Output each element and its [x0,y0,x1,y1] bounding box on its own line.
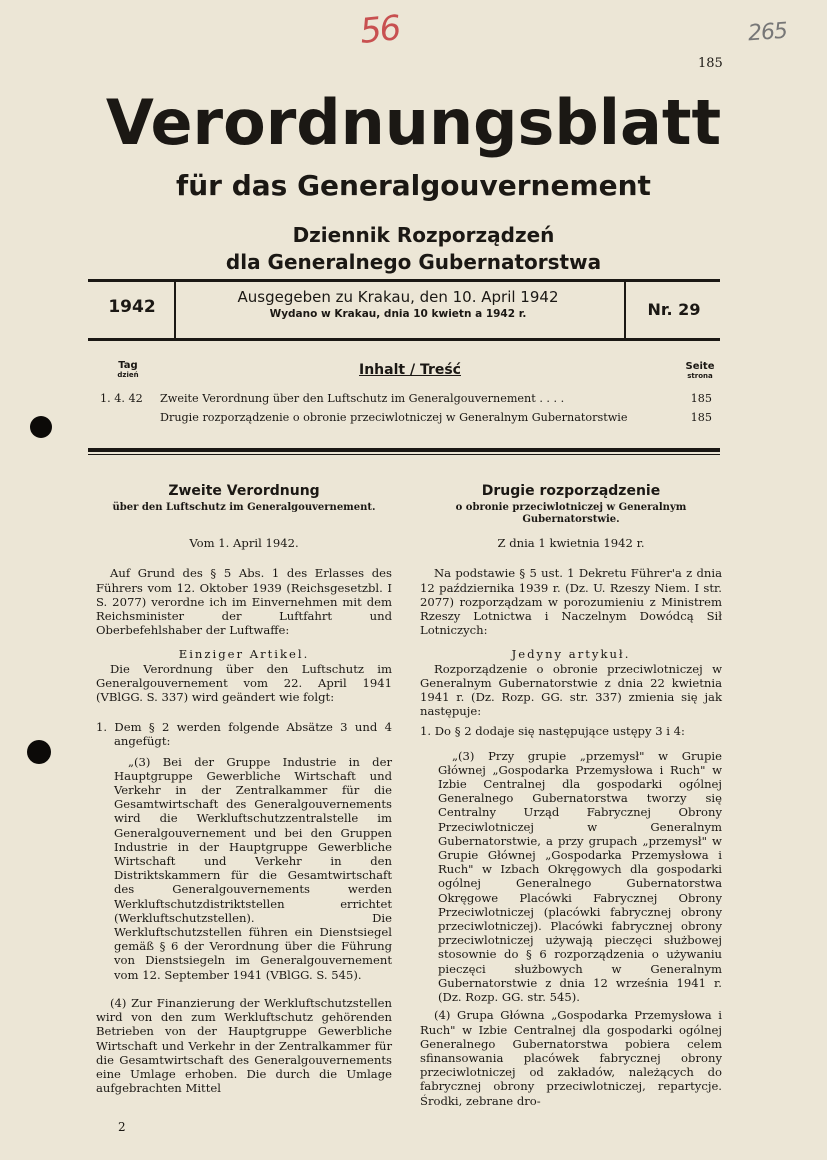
issue-bottom-rule [88,338,720,341]
german-paragraph-4: (4) Zur Finanzierung der Werkluftschutzstellen wird von den zum Werkluftschutz gehörenden Betrieben von der Hauptgruppe Gewerbliche Wirtschaft und Verkehr in der Zentralkammer für die Gesamtwirtschaft des Generalgouvernements eine Umlage erhoben. Die durch die Umlage aufgebrachten Mittel [96,995,392,1096]
issue-divider-right [624,282,626,338]
polish-column [420,484,722,1108]
toc-entry-page: 185 [690,392,712,405]
toc-tag-label-pl: dzień [117,371,139,379]
issue-number: Nr. 29 [647,300,701,319]
issue-year: 1942 [108,297,156,317]
signature-mark: 2 [118,1120,126,1134]
polish-subtitle: o obronie przeciwlotniczej w Generalnym Gubernatorstwie. [455,502,687,526]
toc-seite-header [678,361,722,380]
polish-paragraph-4: (4) Grupa Główna „Gospodarka Przemysłowa i Ruch" w Izbie Centralnej dla gospodarki ogólnej Generalnego Gubernatorstwa pobiera celem sfinansowania placówek fabrycznej obrony przeciwlotniczej od zakładów, należących do fabrycznej obrony przeciwlotniczej, repartycje. Środki, zebrane dro- [420,1008,722,1108]
polish-article-heading: Jedyny artykuł. [511,647,631,662]
toc-title: Inhalt / Treść [359,362,461,378]
german-subtitle: über den Luftschutz im Generalgouvernement. [112,502,376,514]
toc-seite-label: Seite [685,361,715,372]
toc-seite-label-pl: strona [687,372,713,380]
punch-hole [27,740,51,764]
toc-entry-date: 1. 4. 42 [100,392,143,405]
german-item-1: 1. Dem § 2 werden folgende Absätze 3 und 4 angefügt: [96,720,392,749]
page-number: 185 [698,56,723,71]
masthead-subtitle: für das Generalgouvernement [176,169,651,202]
polish-paragraph-3: „(3) Przy grupie „przemysł" w Grupie Głównej „Gospodarka Przemysłowa i Ruch" w Izbie Centralnej dla gospodarki ogólnej Generalnego Gubernatorstwa tworzy się Centralny Urząd Fabrycznej Obrony Przeciwlotniczej w Generalnym Gubernatorstwie, a przy grupach „przemysł" w Grupie Głównej „Gospodarka Przemysłowa i Ruch" w Izbach Okręgowych dla gospodarki ogólnej Generalnego Gubernatorstwa Okręgowe Placówki Fabrycznej Obrony Przeciwlotniczej (placówki fabrycznej obrony przeciwlotniczej). Placówki fabrycznej obrony przeciwlotniczej używają pieczęci służbowej stosownie do § 6 rozporządzenia o używaniu pieczęci służbowych w Generalnym Gubernatorstwie z dnia 12 września 1941 r. (Dz. Rozp. GG. str. 545). [438,748,722,1005]
german-preamble: Auf Grund des § 5 Abs. 1 des Erlasses des Führers vom 12. Oktober 1939 (Reichsgesetzbl. I S. 2077) verordne ich im Einvernehmen mit dem Reichsminister der Luftfahrt und Oberbefehlshaber der Luftwaffe: [96,566,392,638]
issue-date-polish: Wydano w Krakau, dnia 10 kwietn a 1942 r. [269,308,527,320]
toc-tag-label: Tag [118,360,138,371]
german-title: Zweite Verordnung [168,483,320,499]
punch-hole [30,416,52,438]
german-column [96,484,392,1095]
masthead-polish-line1: Dziennik Rozporządzeń [292,223,555,247]
masthead-polish-line2: dla Generalnego Gubernatorstwa [225,250,602,274]
polish-item-1: 1. Do § 2 dodaje się następujące ustępy 3 i 4: [420,724,685,739]
issue-divider-left [174,282,176,338]
polish-date: Z dnia 1 kwietnia 1942 r. [497,536,645,551]
polish-title: Drugie rozporządzenie [481,483,661,499]
separator-rule-thin [88,454,720,455]
polish-preamble: Na podstawie § 5 ust. 1 Dekretu Führer'a z dnia 12 października 1939 r. (Dz. U. Rzeszy Niem. I str. 2077) rozporządzam w porozumieniu z Ministrem Rzeszy Lotnictwa i Naczelnym Dowódcą Sił Lotniczych: [420,566,722,638]
german-article-heading: Einziger Artikel. [178,647,310,662]
toc-entry-text: Zweite Verordnung über den Luftschutz im Generalgouvernement . . . . [160,392,565,405]
issue-date-block [178,288,618,320]
toc-entry-page: 185 [690,411,712,424]
polish-intro: Rozporządzenie o obronie przeciwlotniczej w Generalnym Gubernatorstwie z dnia 22 kwietnia 1941 r. (Dz. Rozp. GG. str. 337) zmienia się jak następuje: [420,661,722,719]
masthead-title: Verordnungsblatt [105,86,722,159]
german-date: Vom 1. April 1942. [189,536,299,551]
separator-rule-thick [88,448,720,452]
toc-entry-text: Drugie rozporządzenie o obronie przeciwlotniczej w Generalnym Gubernatorstwie [160,411,628,424]
german-paragraph-3: „(3) Bei der Gruppe Industrie in der Hauptgruppe Gewerbliche Wirtschaft und Verkehr in der Zentralkammer für die Gesamtwirtschaft des Generalgouvernements wird die Werkluftschutzzentralstelle im Generalgouvernement und bei den Gruppen Industrie in der Hauptgruppe Gewerbliche Wirtschaft und Verkehr in den Distriktskammern für die Gesamtwirtschaft des Generalgouvernements werden Werkluftschutzdistriktstellen errichtet (Werkluftschutzstellen). Die Werkluftschutzstellen führen ein Dienstsiegel gemäß § 6 der Verordnung über die Führung von Dienstsiegeln im Generalgouvernement vom 12. September 1941 (VBlGG. S. 545). [114,754,392,982]
toc-tag-header [108,360,148,379]
issue-date-german: Ausgegeben zu Krakau, den 10. April 1942 [237,288,559,306]
german-intro: Die Verordnung über den Luftschutz im Generalgouvernement vom 22. April 1941 (VBlGG. S. 337) wird geändert wie folgt: [96,661,392,705]
handwritten-grey-number: 265 [747,18,788,47]
handwritten-red-number: 56 [358,8,402,52]
